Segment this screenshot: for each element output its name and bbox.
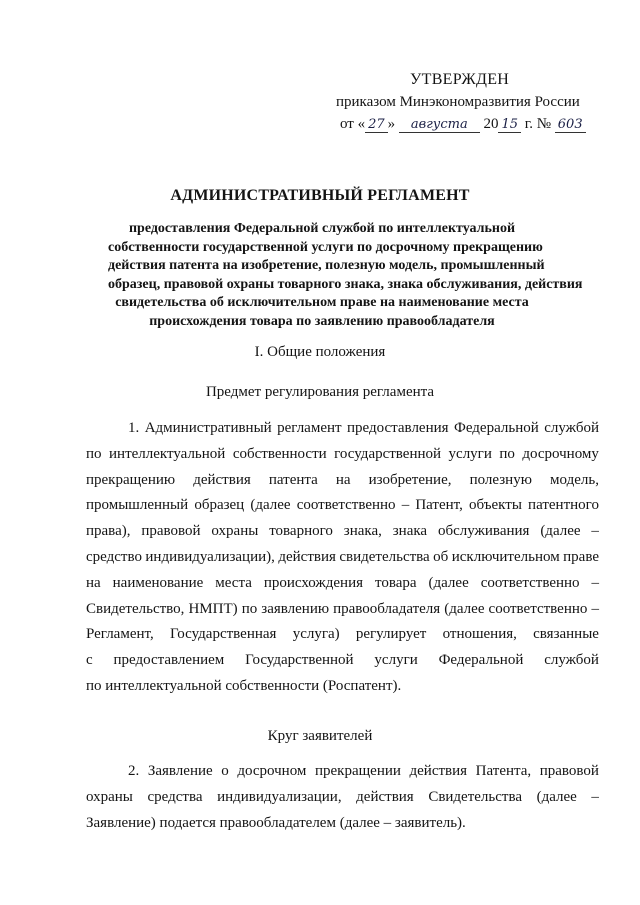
paragraph-line: 1. Административный регламент предоставления Федеральной службой — [128, 420, 599, 436]
paragraph-line: с предоставлением Государственной услуги Федеральной службой — [86, 652, 599, 669]
paragraph-1 — [86, 416, 599, 700]
subtitle-line: предоставления Федеральной службой по интеллектуальной — [128, 221, 516, 236]
paragraph-line: Заявление) подается правообладателем (далее – заявитель). — [86, 814, 466, 831]
handwritten-day: 27 — [365, 117, 388, 133]
handwritten-month: августа — [399, 117, 480, 133]
paragraph-line: по интеллектуальной собственности (Роспатент). — [86, 677, 402, 694]
paragraph-2 — [86, 759, 599, 836]
date-prefix: от « — [340, 116, 366, 132]
year-unit: г. № — [524, 116, 552, 132]
section-heading: I. Общие положения — [254, 344, 386, 360]
paragraph-line: права), правовой охраны товарного знака, знака обслуживания (далее – — [86, 523, 599, 540]
paragraph-line: промышленный образец (далее соответственно – Патент, объекты патентного — [86, 497, 599, 514]
order-by-label: приказом Минэкономразвития России — [336, 94, 580, 110]
subtitle-line: образец, правовой охраны товарного знака, знака обслуживания, действия — [108, 276, 583, 292]
subtitle-line: действия патента на изобретение, полезную модель, промышленный — [108, 258, 545, 274]
paragraph-line: Свидетельство, НМПТ) по заявлению правообладателя (далее соответственно – — [86, 600, 599, 617]
paragraph-line: Регламент, Государственная услуга) регулирует отношения, связанные — [86, 626, 599, 643]
subsection-heading: Предмет регулирования регламента — [205, 384, 435, 400]
document-title: АДМИНИСТРАТИВНЫЙ РЕГЛАМЕНТ — [170, 187, 470, 204]
subsection-heading-2: Круг заявителей — [267, 728, 373, 744]
subtitle-line: свидетельства об исключительном праве на наименование места — [115, 295, 529, 311]
approved-label: УТВЕРЖДЕН — [410, 71, 510, 88]
close-quote: » — [387, 116, 396, 132]
subtitle-line: собственности государственной услуги по досрочному прекращению — [108, 239, 543, 255]
paragraph-line: по интеллектуальной собственности государственной услуги по досрочному — [86, 445, 599, 462]
paragraph-line: прекращению действия патента на изобретение, полезную модель, — [86, 471, 599, 488]
handwritten-number: 603 — [555, 117, 586, 133]
paragraph-line: на наименование места происхождения товара (далее соответственно – — [86, 574, 599, 591]
order-date-line — [340, 114, 586, 135]
subtitle-line: происхождения товара по заявлению правообладателя — [149, 313, 495, 329]
paragraph-line: 2. Заявление о досрочном прекращении действия Патента, правовой — [128, 763, 599, 779]
handwritten-year: 15 — [498, 117, 521, 133]
document-subtitle — [108, 220, 583, 332]
paragraph-line: средство индивидуализации), действия свидетельства об исключительном праве — [86, 548, 599, 565]
paragraph-line: охраны средства индивидуализации, действия Свидетельства (далее – — [86, 788, 599, 805]
year-prefix: 20 — [483, 116, 499, 132]
